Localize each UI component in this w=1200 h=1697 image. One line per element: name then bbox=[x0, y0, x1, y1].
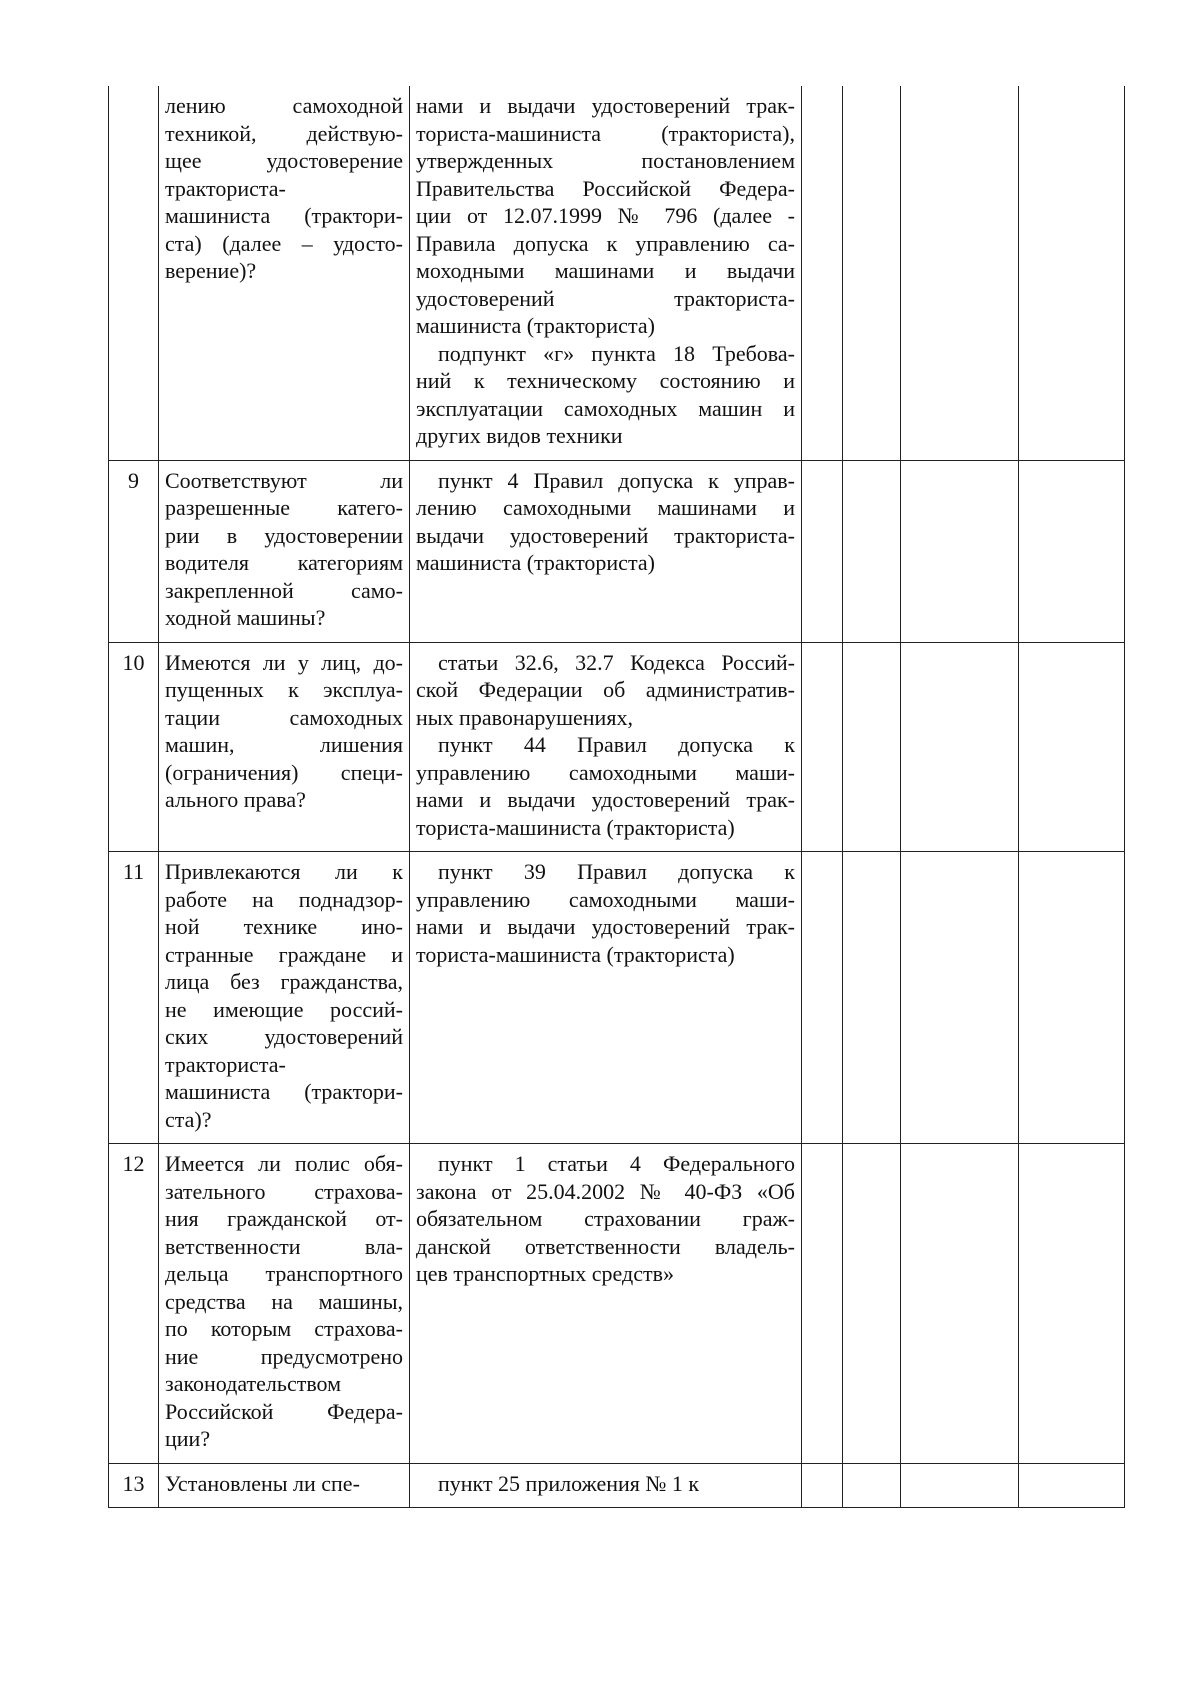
legal-reference-line: управлению самоходными маши- bbox=[416, 759, 795, 785]
legal-reference-line: выдачи удостоверений тракториста- bbox=[416, 522, 795, 548]
legal-reference-line: обязательном страховании граж- bbox=[416, 1206, 795, 1231]
question-line: машиниста (трактори- bbox=[165, 1079, 403, 1104]
legal-reference-line: утвержденных постановлением bbox=[416, 148, 795, 173]
question-cell bbox=[159, 86, 410, 460]
legal-reference-line: пункт 1 статьи 4 Федерального bbox=[438, 1151, 795, 1176]
legal-reference-line: ции от 12.07.1999 № 796 (далее - bbox=[416, 203, 795, 228]
question-line: зательного страхова- bbox=[165, 1178, 403, 1204]
answer-yes-cell[interactable] bbox=[802, 642, 843, 852]
not-applicable-cell[interactable] bbox=[901, 86, 1019, 460]
legal-reference-line: пункт 25 приложения № 1 к bbox=[438, 1470, 700, 1496]
question-line: ходной машины? bbox=[165, 605, 326, 630]
answer-yes-cell[interactable] bbox=[802, 1463, 843, 1508]
legal-reference-line: ных правонарушениях, bbox=[416, 704, 633, 730]
question-line: ста) (далее – удосто- bbox=[165, 230, 403, 256]
question-line: водителя категориям bbox=[165, 550, 403, 575]
question-line: машиниста (трактори- bbox=[165, 203, 403, 228]
question-line: щее удостоверение bbox=[165, 148, 403, 173]
legal-reference-line: пункт 39 Правил допуска к bbox=[438, 859, 795, 884]
comment-cell[interactable] bbox=[1019, 460, 1125, 642]
question-line: работе на поднадзор- bbox=[165, 886, 403, 912]
answer-yes-cell[interactable] bbox=[802, 1144, 843, 1464]
answer-no-cell[interactable] bbox=[843, 460, 901, 642]
legal-reference-line: подпункт «г» пункта 18 Требова- bbox=[438, 340, 795, 366]
legal-reference-line: пункт 4 Правил допуска к управ- bbox=[438, 467, 795, 493]
row-number-cell: 11 bbox=[109, 852, 159, 1144]
answer-no-cell[interactable] bbox=[843, 1144, 901, 1464]
question-line: разрешенные катего- bbox=[165, 495, 403, 520]
legal-reference-line: ний к техническому состоянию и bbox=[416, 368, 795, 393]
legal-reference-line: удостоверений тракториста- bbox=[416, 285, 795, 311]
legal-reference-line: пункт 44 Правил допуска к bbox=[438, 732, 795, 757]
question-line: ции? bbox=[165, 1426, 211, 1451]
comment-cell[interactable] bbox=[1019, 1463, 1125, 1508]
legal-reference-line: машиниста (тракториста) bbox=[416, 313, 655, 338]
question-line: Соответствуют ли bbox=[165, 467, 403, 493]
legal-reference-line: закона от 25.04.2002 № 40-ФЗ «Об bbox=[416, 1178, 795, 1204]
question-line: лению самоходной bbox=[165, 93, 403, 118]
question-cell bbox=[159, 460, 410, 642]
legal-reference-line: лению самоходными машинами и bbox=[416, 495, 795, 520]
question-line: тракториста- bbox=[165, 175, 286, 201]
table-row bbox=[109, 852, 1125, 1144]
checklist-table bbox=[108, 86, 1125, 1508]
legal-reference-line: нами и выдачи удостоверений трак- bbox=[416, 787, 795, 812]
question-line: рии в удостоверении bbox=[165, 522, 403, 548]
legal-reference-cell bbox=[410, 642, 802, 852]
legal-reference-line: нами и выдачи удостоверений трак- bbox=[416, 914, 795, 939]
legal-reference-line: моходными машинами и выдачи bbox=[416, 258, 795, 283]
table-row bbox=[109, 642, 1125, 852]
not-applicable-cell[interactable] bbox=[901, 1463, 1019, 1508]
question-line: Имеется ли полис обя- bbox=[165, 1151, 403, 1176]
question-line: ние предусмотрено bbox=[165, 1343, 403, 1369]
legal-reference-line: других видов техники bbox=[416, 423, 623, 448]
row-number-cell: 9 bbox=[109, 460, 159, 642]
answer-no-cell[interactable] bbox=[843, 642, 901, 852]
question-line: законодательством bbox=[165, 1371, 342, 1396]
question-cell bbox=[159, 1144, 410, 1464]
legal-reference-cell bbox=[410, 460, 802, 642]
question-line: средства на машины, bbox=[165, 1288, 403, 1314]
comment-cell[interactable] bbox=[1019, 852, 1125, 1144]
question-line: ветственности вла- bbox=[165, 1233, 403, 1259]
table-row bbox=[109, 1463, 1125, 1508]
question-line: Имеются ли у лиц, до- bbox=[165, 649, 403, 675]
question-line: странные граждане и bbox=[165, 941, 403, 967]
table-row bbox=[109, 86, 1125, 460]
answer-yes-cell[interactable] bbox=[802, 460, 843, 642]
legal-reference-cell bbox=[410, 852, 802, 1144]
question-line: дельца транспортного bbox=[165, 1261, 403, 1286]
legal-reference-line: управлению самоходными маши- bbox=[416, 886, 795, 912]
table-row bbox=[109, 460, 1125, 642]
answer-yes-cell[interactable] bbox=[802, 86, 843, 460]
row-number-cell: 13 bbox=[109, 1463, 159, 1508]
question-line: Российской Федера- bbox=[165, 1398, 403, 1424]
question-cell bbox=[159, 852, 410, 1144]
question-cell bbox=[159, 1463, 410, 1508]
legal-reference-line: эксплуатации самоходных машин и bbox=[416, 395, 795, 421]
legal-reference-line: ториста-машиниста (тракториста) bbox=[416, 814, 735, 840]
question-line: ной технике ино- bbox=[165, 914, 403, 939]
not-applicable-cell[interactable] bbox=[901, 460, 1019, 642]
legal-reference-line: ториста-машиниста (тракториста) bbox=[416, 941, 735, 967]
row-number-cell bbox=[109, 86, 159, 460]
legal-reference-cell bbox=[410, 86, 802, 460]
checklist-table-body bbox=[109, 86, 1125, 1508]
comment-cell[interactable] bbox=[1019, 1144, 1125, 1464]
row-number-cell: 12 bbox=[109, 1144, 159, 1464]
comment-cell[interactable] bbox=[1019, 86, 1125, 460]
answer-yes-cell[interactable] bbox=[802, 852, 843, 1144]
legal-reference-line: ториста-машиниста (тракториста), bbox=[416, 120, 795, 146]
question-cell bbox=[159, 642, 410, 852]
legal-reference-line: цев транспортных средств» bbox=[416, 1261, 674, 1286]
table-row bbox=[109, 1144, 1125, 1464]
legal-reference-line: Правила допуска к управлению са- bbox=[416, 230, 795, 256]
legal-reference-line: ской Федерации об административ- bbox=[416, 677, 795, 702]
legal-reference-line: данской ответственности владель- bbox=[416, 1233, 795, 1259]
question-line: лица без гражданства, bbox=[165, 969, 403, 994]
question-line: тракториста- bbox=[165, 1051, 286, 1077]
question-line: не имеющие россий- bbox=[165, 996, 403, 1022]
legal-reference-cell bbox=[410, 1144, 802, 1464]
question-line: ального права? bbox=[165, 787, 306, 812]
question-line: Привлекаются ли к bbox=[165, 859, 403, 884]
legal-reference-line: машиниста (тракториста) bbox=[416, 550, 655, 575]
legal-reference-line: Правительства Российской Федера- bbox=[416, 175, 795, 201]
question-line: верение)? bbox=[165, 258, 257, 283]
comment-cell[interactable] bbox=[1019, 642, 1125, 852]
not-applicable-cell[interactable] bbox=[901, 852, 1019, 1144]
question-line: пущенных к эксплуа- bbox=[165, 677, 403, 702]
question-line: ста)? bbox=[165, 1106, 212, 1132]
legal-reference-line: статьи 32.6, 32.7 Кодекса Россий- bbox=[438, 649, 795, 675]
question-line: тации самоходных bbox=[165, 704, 403, 730]
question-line: машин, лишения bbox=[165, 732, 403, 757]
row-number-cell: 10 bbox=[109, 642, 159, 852]
question-line: техникой, действую- bbox=[165, 120, 403, 146]
not-applicable-cell[interactable] bbox=[901, 1144, 1019, 1464]
question-line: Установлены ли спе- bbox=[165, 1470, 360, 1496]
answer-no-cell[interactable] bbox=[843, 1463, 901, 1508]
question-line: ния гражданской от- bbox=[165, 1206, 403, 1231]
not-applicable-cell[interactable] bbox=[901, 642, 1019, 852]
question-line: по которым страхова- bbox=[165, 1316, 403, 1341]
answer-no-cell[interactable] bbox=[843, 86, 901, 460]
question-line: ских удостоверений bbox=[165, 1024, 403, 1049]
legal-reference-cell bbox=[410, 1463, 802, 1508]
legal-reference-line: нами и выдачи удостоверений трак- bbox=[416, 93, 795, 118]
answer-no-cell[interactable] bbox=[843, 852, 901, 1144]
question-line: закрепленной само- bbox=[165, 577, 403, 603]
question-line: (ограничения) специ- bbox=[165, 759, 403, 785]
